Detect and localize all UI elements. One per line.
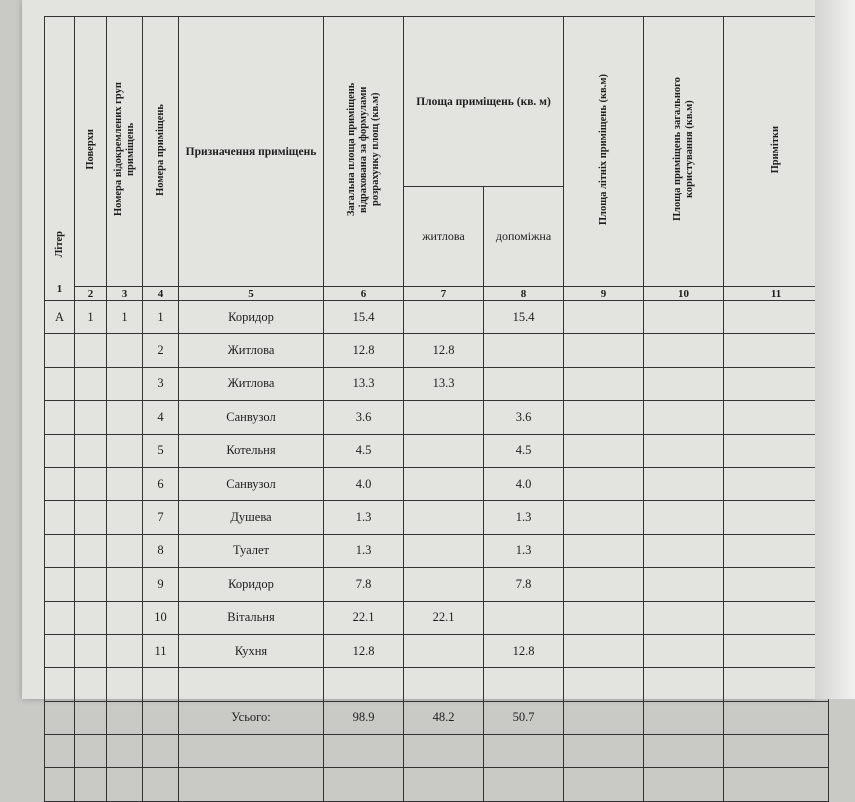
cell-liter xyxy=(45,434,75,467)
table-row xyxy=(45,434,829,467)
cell-auxiliary-area xyxy=(484,735,564,768)
cell-room-number xyxy=(143,735,179,768)
cell-notes xyxy=(724,301,829,334)
cell-floor xyxy=(75,367,107,400)
table-row xyxy=(45,367,829,400)
cell-notes xyxy=(724,501,829,534)
document-sheet xyxy=(22,0,815,725)
cell-auxiliary-area: 15.4 xyxy=(484,301,564,334)
table-row xyxy=(45,534,829,567)
cell-total-area: 1.3 xyxy=(324,534,404,567)
cell-room-purpose xyxy=(179,735,324,768)
cell-group xyxy=(107,367,143,400)
cell-liter xyxy=(45,768,75,801)
cell-notes xyxy=(724,401,829,434)
cell-floor xyxy=(75,334,107,367)
header-liter: Літер 1 xyxy=(45,17,75,301)
table-row xyxy=(45,768,829,801)
cell-living-area xyxy=(404,467,484,500)
cell-auxiliary-area: 1.3 xyxy=(484,534,564,567)
cell-auxiliary-area xyxy=(484,334,564,367)
cell-liter xyxy=(45,367,75,400)
cell-summer-area xyxy=(564,434,644,467)
cell-total-area xyxy=(324,735,404,768)
cell-living-area: 12.8 xyxy=(404,334,484,367)
rooms-table xyxy=(44,16,829,802)
cell-common-area xyxy=(644,334,724,367)
header-total-area: Загальна площа приміщень відрахована за формулами розрахунку площ (кв.м) xyxy=(324,17,404,287)
cell-floor xyxy=(75,634,107,667)
cell-group xyxy=(107,668,143,701)
cell-common-area xyxy=(644,735,724,768)
cell-floor xyxy=(75,601,107,634)
table-row xyxy=(45,668,829,701)
cell-liter xyxy=(45,601,75,634)
cell-liter xyxy=(45,467,75,500)
cell-summer-area xyxy=(564,334,644,367)
cell-auxiliary-area xyxy=(484,367,564,400)
cell-group xyxy=(107,701,143,734)
cell-room-purpose xyxy=(179,668,324,701)
cell-floor: 1 xyxy=(75,301,107,334)
cell-total-area: 12.8 xyxy=(324,634,404,667)
cell-living-area xyxy=(404,768,484,801)
cell-common-area xyxy=(644,434,724,467)
cell-group xyxy=(107,434,143,467)
cell-floor xyxy=(75,668,107,701)
cell-room-purpose: Вітальня xyxy=(179,601,324,634)
table-row xyxy=(45,735,829,768)
cell-liter xyxy=(45,701,75,734)
header-purpose: Призначення приміщень xyxy=(179,17,324,287)
cell-room-purpose: Туалет xyxy=(179,534,324,567)
cell-group xyxy=(107,401,143,434)
column-number: 7 xyxy=(404,287,484,301)
table-row xyxy=(45,701,829,734)
column-number: 4 xyxy=(143,287,179,301)
cell-living-area xyxy=(404,401,484,434)
header-room-numbers: Номера приміщень xyxy=(143,17,179,287)
table-row xyxy=(45,401,829,434)
cell-notes xyxy=(724,534,829,567)
cell-summer-area xyxy=(564,568,644,601)
column-numbers-row xyxy=(45,287,829,301)
table-row xyxy=(45,568,829,601)
cell-group xyxy=(107,534,143,567)
page-edge xyxy=(815,0,855,699)
cell-living-area xyxy=(404,634,484,667)
table-row xyxy=(45,501,829,534)
cell-notes xyxy=(724,768,829,801)
cell-auxiliary-area: 12.8 xyxy=(484,634,564,667)
cell-total-area: 12.8 xyxy=(324,334,404,367)
cell-floor xyxy=(75,568,107,601)
cell-group xyxy=(107,501,143,534)
cell-total-area: 4.0 xyxy=(324,467,404,500)
cell-floor xyxy=(75,735,107,768)
cell-liter xyxy=(45,735,75,768)
table-row xyxy=(45,334,829,367)
cell-room-purpose: Житлова xyxy=(179,367,324,400)
cell-liter xyxy=(45,568,75,601)
cell-auxiliary-area xyxy=(484,601,564,634)
cell-auxiliary-area: 50.7 xyxy=(484,701,564,734)
cell-living-area xyxy=(404,501,484,534)
table-row xyxy=(45,301,829,334)
cell-common-area xyxy=(644,668,724,701)
header-summer-area: Площа літніх приміщень (кв.м) xyxy=(564,17,644,287)
cell-room-number: 10 xyxy=(143,601,179,634)
cell-auxiliary-area: 4.5 xyxy=(484,434,564,467)
header-area-group: Площа приміщень (кв. м) xyxy=(404,17,564,187)
cell-room-number: 11 xyxy=(143,634,179,667)
cell-summer-area xyxy=(564,668,644,701)
cell-notes xyxy=(724,701,829,734)
cell-living-area: 13.3 xyxy=(404,367,484,400)
cell-liter xyxy=(45,401,75,434)
cell-room-number: 5 xyxy=(143,434,179,467)
cell-summer-area xyxy=(564,501,644,534)
cell-room-purpose: Душева xyxy=(179,501,324,534)
column-number: 10 xyxy=(644,287,724,301)
cell-room-number: 4 xyxy=(143,401,179,434)
cell-summer-area xyxy=(564,401,644,434)
cell-common-area xyxy=(644,768,724,801)
cell-auxiliary-area: 4.0 xyxy=(484,467,564,500)
column-number: 3 xyxy=(107,287,143,301)
cell-common-area xyxy=(644,501,724,534)
cell-group: 1 xyxy=(107,301,143,334)
cell-summer-area xyxy=(564,735,644,768)
cell-group xyxy=(107,634,143,667)
cell-room-purpose: Санвузол xyxy=(179,401,324,434)
cell-group xyxy=(107,467,143,500)
cell-notes xyxy=(724,668,829,701)
cell-floor xyxy=(75,501,107,534)
cell-total-area: 3.6 xyxy=(324,401,404,434)
cell-common-area xyxy=(644,401,724,434)
cell-total-area xyxy=(324,768,404,801)
cell-room-number: 6 xyxy=(143,467,179,500)
cell-room-purpose: Коридор xyxy=(179,568,324,601)
cell-room-purpose: Усього: xyxy=(179,701,324,734)
cell-living-area xyxy=(404,668,484,701)
cell-total-area xyxy=(324,668,404,701)
cell-total-area: 13.3 xyxy=(324,367,404,400)
cell-room-number xyxy=(143,668,179,701)
cell-total-area: 22.1 xyxy=(324,601,404,634)
cell-floor xyxy=(75,534,107,567)
cell-group xyxy=(107,334,143,367)
cell-auxiliary-area: 3.6 xyxy=(484,401,564,434)
cell-summer-area xyxy=(564,367,644,400)
cell-living-area xyxy=(404,735,484,768)
cell-common-area xyxy=(644,568,724,601)
cell-common-area xyxy=(644,534,724,567)
cell-room-number xyxy=(143,701,179,734)
cell-living-area: 22.1 xyxy=(404,601,484,634)
table-row xyxy=(45,467,829,500)
cell-common-area xyxy=(644,301,724,334)
cell-common-area xyxy=(644,601,724,634)
cell-group xyxy=(107,735,143,768)
cell-total-area: 7.8 xyxy=(324,568,404,601)
cell-auxiliary-area xyxy=(484,768,564,801)
cell-auxiliary-area: 7.8 xyxy=(484,568,564,601)
header-liter-number: 1 xyxy=(56,283,63,295)
cell-floor xyxy=(75,768,107,801)
cell-notes xyxy=(724,601,829,634)
cell-summer-area xyxy=(564,467,644,500)
cell-group xyxy=(107,601,143,634)
cell-notes xyxy=(724,467,829,500)
cell-notes xyxy=(724,735,829,768)
header-groups: Номера відокремлених груп приміщень xyxy=(107,17,143,287)
cell-summer-area xyxy=(564,601,644,634)
cell-summer-area xyxy=(564,634,644,667)
cell-room-purpose: Кухня xyxy=(179,634,324,667)
table-row xyxy=(45,634,829,667)
cell-room-purpose xyxy=(179,768,324,801)
cell-floor xyxy=(75,434,107,467)
cell-group xyxy=(107,768,143,801)
cell-summer-area xyxy=(564,534,644,567)
column-number: 9 xyxy=(564,287,644,301)
cell-room-number: 9 xyxy=(143,568,179,601)
cell-living-area xyxy=(404,534,484,567)
cell-total-area: 15.4 xyxy=(324,301,404,334)
cell-common-area xyxy=(644,701,724,734)
header-row xyxy=(45,17,829,187)
cell-liter: А xyxy=(45,301,75,334)
cell-room-number: 7 xyxy=(143,501,179,534)
cell-notes xyxy=(724,334,829,367)
cell-auxiliary-area: 1.3 xyxy=(484,501,564,534)
column-number: 8 xyxy=(484,287,564,301)
cell-living-area: 48.2 xyxy=(404,701,484,734)
cell-liter xyxy=(45,634,75,667)
cell-room-purpose: Житлова xyxy=(179,334,324,367)
cell-total-area: 98.9 xyxy=(324,701,404,734)
cell-common-area xyxy=(644,467,724,500)
header-notes: Примітки xyxy=(724,17,829,287)
cell-liter xyxy=(45,334,75,367)
cell-floor xyxy=(75,467,107,500)
cell-summer-area xyxy=(564,701,644,734)
cell-liter xyxy=(45,534,75,567)
column-number: 6 xyxy=(324,287,404,301)
header-floors: Поверхи xyxy=(75,17,107,287)
cell-notes xyxy=(724,568,829,601)
cell-room-number: 2 xyxy=(143,334,179,367)
cell-total-area: 4.5 xyxy=(324,434,404,467)
table-row xyxy=(45,601,829,634)
cell-room-purpose: Котельня xyxy=(179,434,324,467)
cell-summer-area xyxy=(564,768,644,801)
column-number: 2 xyxy=(75,287,107,301)
header-auxiliary: допоміжна xyxy=(484,187,564,287)
cell-room-purpose: Санвузол xyxy=(179,467,324,500)
cell-common-area xyxy=(644,367,724,400)
cell-group xyxy=(107,568,143,601)
cell-living-area xyxy=(404,568,484,601)
cell-living-area xyxy=(404,301,484,334)
cell-room-purpose: Коридор xyxy=(179,301,324,334)
header-common-area: Площа приміщень загального користування (кв.м) xyxy=(644,17,724,287)
cell-auxiliary-area xyxy=(484,668,564,701)
column-number: 11 xyxy=(724,287,829,301)
cell-floor xyxy=(75,401,107,434)
cell-notes xyxy=(724,367,829,400)
cell-common-area xyxy=(644,634,724,667)
header-living: житлова xyxy=(404,187,484,287)
cell-notes xyxy=(724,634,829,667)
cell-room-number: 1 xyxy=(143,301,179,334)
column-number: 5 xyxy=(179,287,324,301)
cell-liter xyxy=(45,668,75,701)
cell-room-number: 8 xyxy=(143,534,179,567)
cell-living-area xyxy=(404,434,484,467)
cell-floor xyxy=(75,701,107,734)
cell-total-area: 1.3 xyxy=(324,501,404,534)
cell-room-number xyxy=(143,768,179,801)
cell-notes xyxy=(724,434,829,467)
cell-liter xyxy=(45,501,75,534)
cell-summer-area xyxy=(564,301,644,334)
cell-room-number: 3 xyxy=(143,367,179,400)
